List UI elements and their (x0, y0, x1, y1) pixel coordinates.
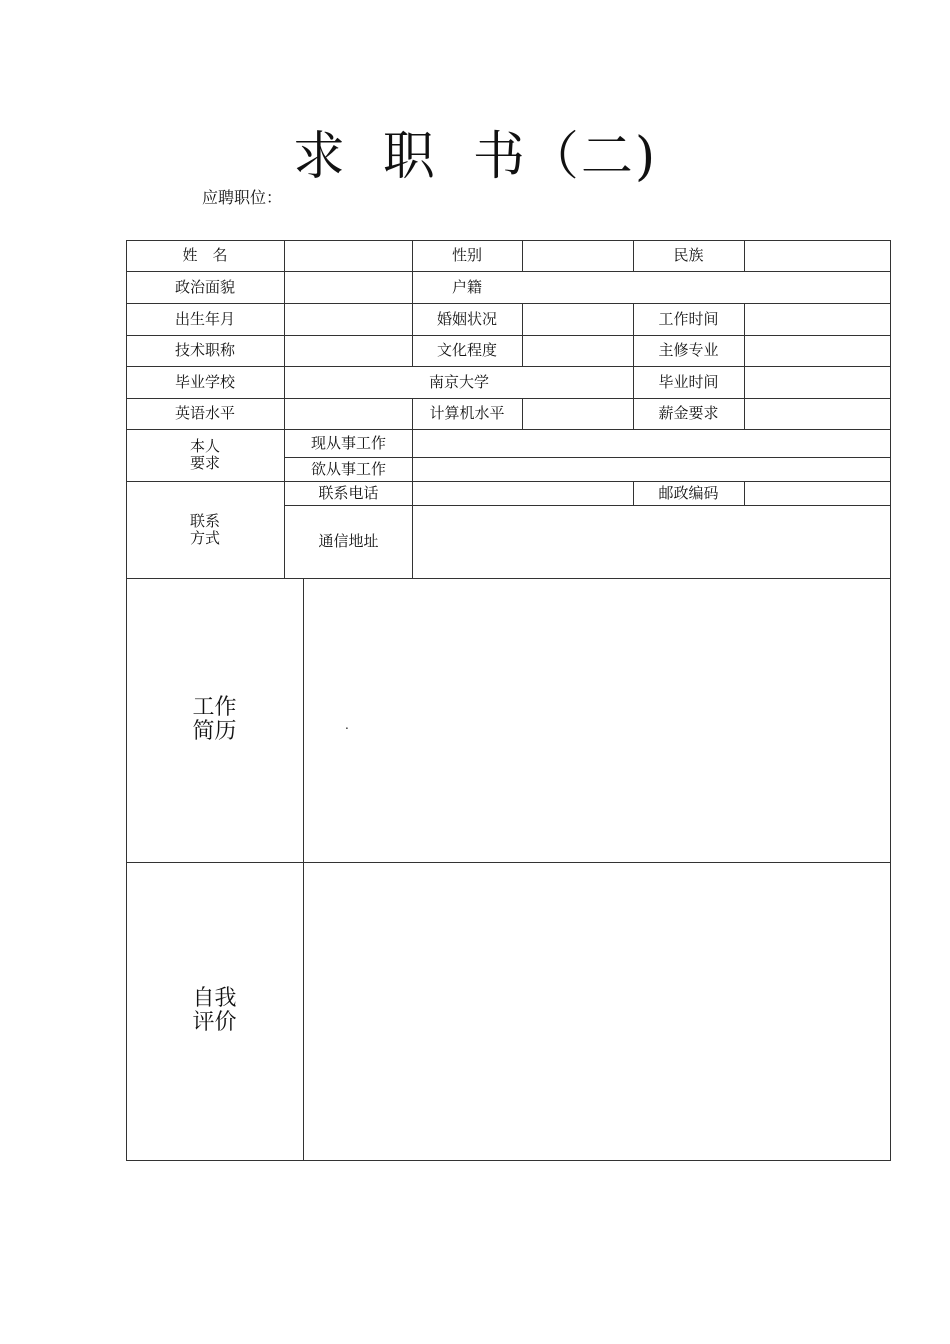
field-marital[interactable] (523, 303, 633, 335)
page-title (0, 122, 950, 192)
label-work-resume-line2: 简历 (192, 719, 237, 744)
field-computer[interactable] (523, 398, 633, 429)
field-postcode[interactable] (745, 481, 890, 505)
label-self-evaluation-line2: 评价 (192, 1010, 237, 1035)
title-char-3: 书（二) (472, 127, 658, 187)
field-name[interactable] (285, 240, 412, 271)
label-ethnicity: 民族 (673, 246, 704, 264)
label-gender: 性别 (451, 246, 482, 264)
title-char-2: 职 (382, 127, 437, 187)
label-birth: 出生年月 (174, 309, 235, 328)
label-postcode: 邮政编码 (658, 483, 719, 502)
label-self-evaluation (126, 862, 303, 1160)
label-requirements (126, 429, 284, 481)
field-school[interactable]: 南京大学 (428, 372, 489, 391)
position-label: 应聘职位： (202, 188, 283, 207)
label-work-resume (126, 578, 303, 862)
label-requirements-line2: 要求 (189, 454, 220, 472)
field-ethnicity[interactable] (745, 240, 890, 271)
label-title-tech: 技术职称 (174, 341, 235, 359)
label-computer: 计算机水平 (429, 404, 505, 422)
hline (126, 1160, 891, 1161)
field-current-job[interactable] (413, 429, 890, 457)
resume-mark: . (345, 718, 349, 732)
field-education[interactable] (523, 335, 633, 366)
label-requirements-line1: 本人 (189, 437, 220, 455)
field-salary[interactable] (745, 398, 890, 429)
field-major[interactable] (745, 335, 890, 366)
label-salary: 薪金要求 (658, 404, 719, 422)
field-phone[interactable] (413, 481, 633, 505)
field-political[interactable] (285, 271, 412, 303)
label-major: 主修专业 (658, 341, 719, 359)
label-desired-job: 欲从事工作 (310, 459, 386, 478)
label-school: 毕业学校 (174, 372, 235, 391)
label-phone: 联系电话 (318, 483, 379, 502)
label-marital: 婚姻状况 (436, 309, 497, 328)
title-char-1: 求 (292, 127, 347, 187)
field-desired-job[interactable] (413, 457, 890, 481)
label-english: 英语水平 (174, 404, 235, 422)
field-work-resume[interactable] (304, 578, 890, 862)
label-self-evaluation-line1: 自我 (192, 986, 237, 1011)
field-hukou[interactable] (523, 271, 890, 303)
field-work-time[interactable] (745, 303, 890, 335)
field-gender[interactable] (523, 240, 633, 271)
label-current-job: 现从事工作 (310, 433, 386, 452)
field-self-evaluation[interactable] (304, 862, 890, 1160)
field-english[interactable] (285, 398, 412, 429)
label-work-resume-line1: 工作 (192, 695, 237, 720)
label-political: 政治面貌 (174, 277, 235, 296)
label-contact-line2: 方式 (189, 528, 220, 547)
label-grad-time: 毕业时间 (658, 372, 719, 391)
label-hukou: 户籍 (451, 277, 482, 296)
label-contact (126, 481, 284, 578)
vline (890, 240, 891, 1161)
field-address[interactable] (413, 505, 890, 578)
field-grad-time[interactable] (745, 366, 890, 398)
field-birth[interactable] (285, 303, 412, 335)
label-name: 姓 名 (182, 246, 228, 264)
label-education: 文化程度 (436, 341, 497, 359)
field-title-tech[interactable] (285, 335, 412, 366)
label-work-time: 工作时间 (658, 309, 719, 328)
label-address: 通信地址 (318, 532, 379, 550)
label-contact-line1: 联系 (189, 511, 220, 530)
